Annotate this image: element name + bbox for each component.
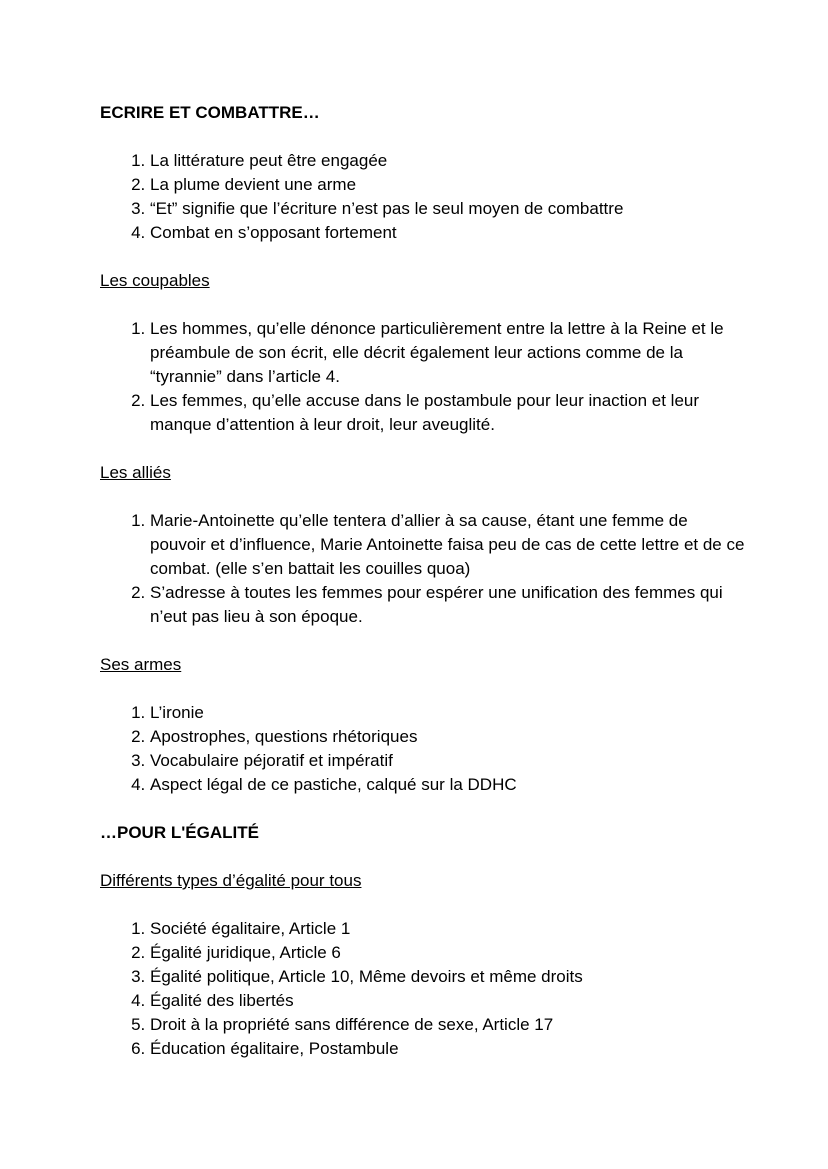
list-item: 3. Égalité politique, Article 10, Même devoirs et même droits [150,965,748,989]
list-item: 1. Les hommes, qu’elle dénonce particulièrement entre la lettre à la Reine et le préambule de son écrit, elle décrit également leur actions comme de la “tyrannie” dans l’article 4. [150,317,748,389]
list-item: 4. Égalité des libertés [150,989,748,1013]
subheading-les-allies: Les alliés [100,463,171,482]
list-item: 6. Éducation égalitaire, Postambule [150,1037,748,1061]
list-ecrire-et-combattre [100,149,748,245]
list-item: 1. L’ironie [150,701,748,725]
list-les-coupables [100,317,748,437]
section-title-pour-l-egalite: …POUR L'ÉGALITÉ [100,823,259,842]
list-item: 2. Égalité juridique, Article 6 [150,941,748,965]
list-item: 4. Combat en s’opposant fortement [150,221,748,245]
list-item: 5. Droit à la propriété sans différence de sexe, Article 17 [150,1013,748,1037]
list-item: 4. Aspect légal de ce pastiche, calqué sur la DDHC [150,773,748,797]
list-item: 2. Les femmes, qu’elle accuse dans le postambule pour leur inaction et leur manque d’attention à leur droit, leur aveuglité. [150,389,748,437]
subheading-ses-armes: Ses armes [100,655,182,674]
list-item: 3. “Et” signifie que l’écriture n’est pas le seul moyen de combattre [150,197,748,221]
section-title-ecrire-et-combattre: ECRIRE ET COMBATTRE… [100,103,320,122]
subheading-differents-types-d-egalite: Différents types d’égalité pour tous [100,871,362,890]
list-item: 1. Société égalitaire, Article 1 [150,917,748,941]
list-item: 1. Marie-Antoinette qu’elle tentera d’allier à sa cause, étant une femme de pouvoir et d’influence, Marie Antoinette faisa peu de cas de cette lettre et de ce combat. (elle s’en battait les couilles quoa) [150,509,748,581]
list-item: 2. S’adresse à toutes les femmes pour espérer une unification des femmes qui n’eut pas lieu à son époque. [150,581,748,629]
list-ses-armes [100,701,748,797]
list-item: 2. La plume devient une arme [150,173,748,197]
subheading-les-coupables: Les coupables [100,271,210,290]
list-differents-types-d-egalite [100,917,748,1061]
list-item: 2. Apostrophes, questions rhétoriques [150,725,748,749]
list-item: 3. Vocabulaire péjoratif et impératif [150,749,748,773]
list-item: 1. La littérature peut être engagée [150,149,748,173]
list-les-allies [100,509,748,629]
